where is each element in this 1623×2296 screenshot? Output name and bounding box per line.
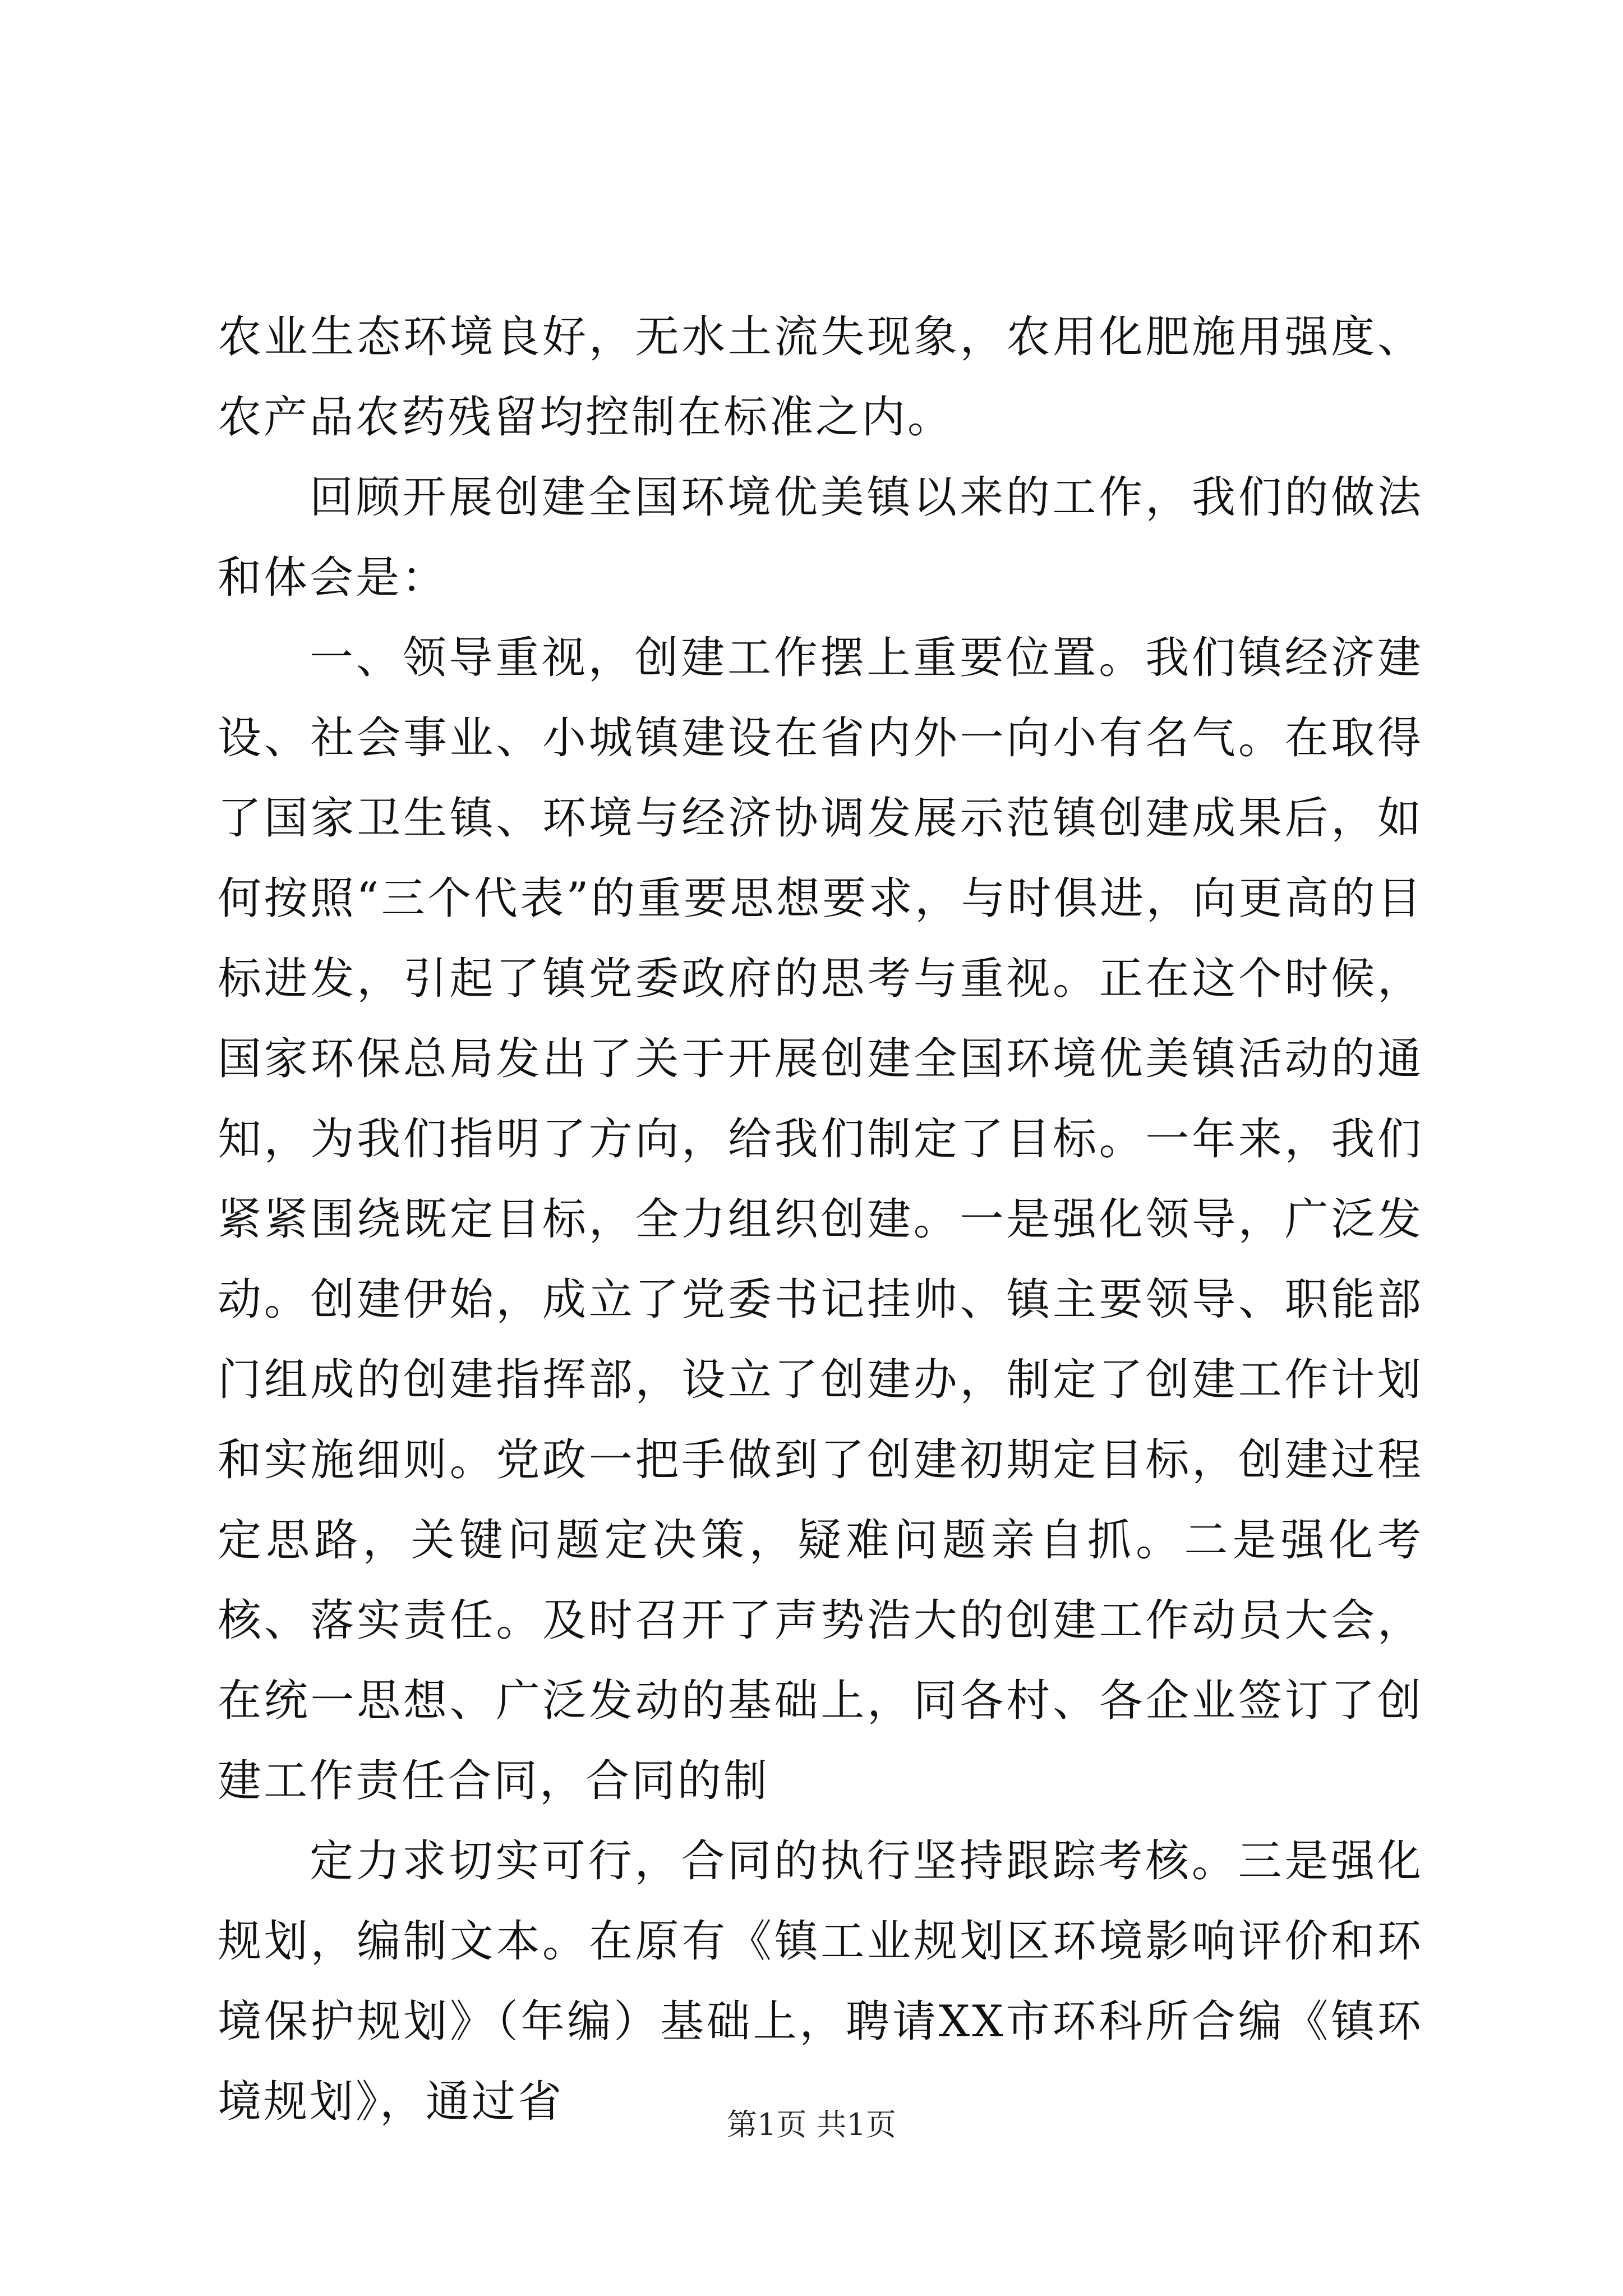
document-body (218, 297, 1423, 2142)
paragraph-leadership: 一、领导重视，创建工作摆上重要位置。我们镇经济建设、社会事业、小城镇建设在省内外一向小有名气。在取得了国家卫生镇、环境与经济协调发展示范镇创建成果后，如何按照“三个代表”的重要思想要求，与时俱进，向更高的目标进发，引起了镇党委政府的思考与重视。正在这个时候，国家环保总局发出了关于开展创建全国环境优美镇活动的通知，为我们指明了方向，给我们制定了目标。一年来，我们紧紧围绕既定目标，全力组织创建。一是强化领导，广泛发动。创建伊始，成立了党委书记挂帅、镇主要领导、职能部门组成的创建指挥部，设立了创建办，制定了创建工作计划和实施细则。党政一把手做到了创建初期定目标，创建过程定思路，关键问题定决策，疑难问题亲自抓。二是强化考核、落实责任。及时召开了声势浩大的创建工作动员大会，在统一思想、广泛发动的基础上，同各村、各企业签订了创建工作责任合同，合同的制 (218, 633, 1423, 1806)
paragraph-review: 回顾开展创建全国环境优美镇以来的工作，我们的做法和体会是： (218, 472, 1423, 603)
page-footer: 第1页 共1页 (727, 2107, 896, 2142)
paragraph-planning: 定力求切实可行，合同的执行坚持跟踪考核。三是强化规划，编制文本。在原有《镇工业规划区环境影响评价和环境保护规划》（年编）基础上，聘请XX市环科所合编《镇环境规划》，通过省 (218, 1836, 1423, 2127)
paragraph-continuation: 农业生态环境良好，无水土流失现象，农用化肥施用强度、农产品农药残留均控制在标准之内。 (218, 312, 1423, 443)
